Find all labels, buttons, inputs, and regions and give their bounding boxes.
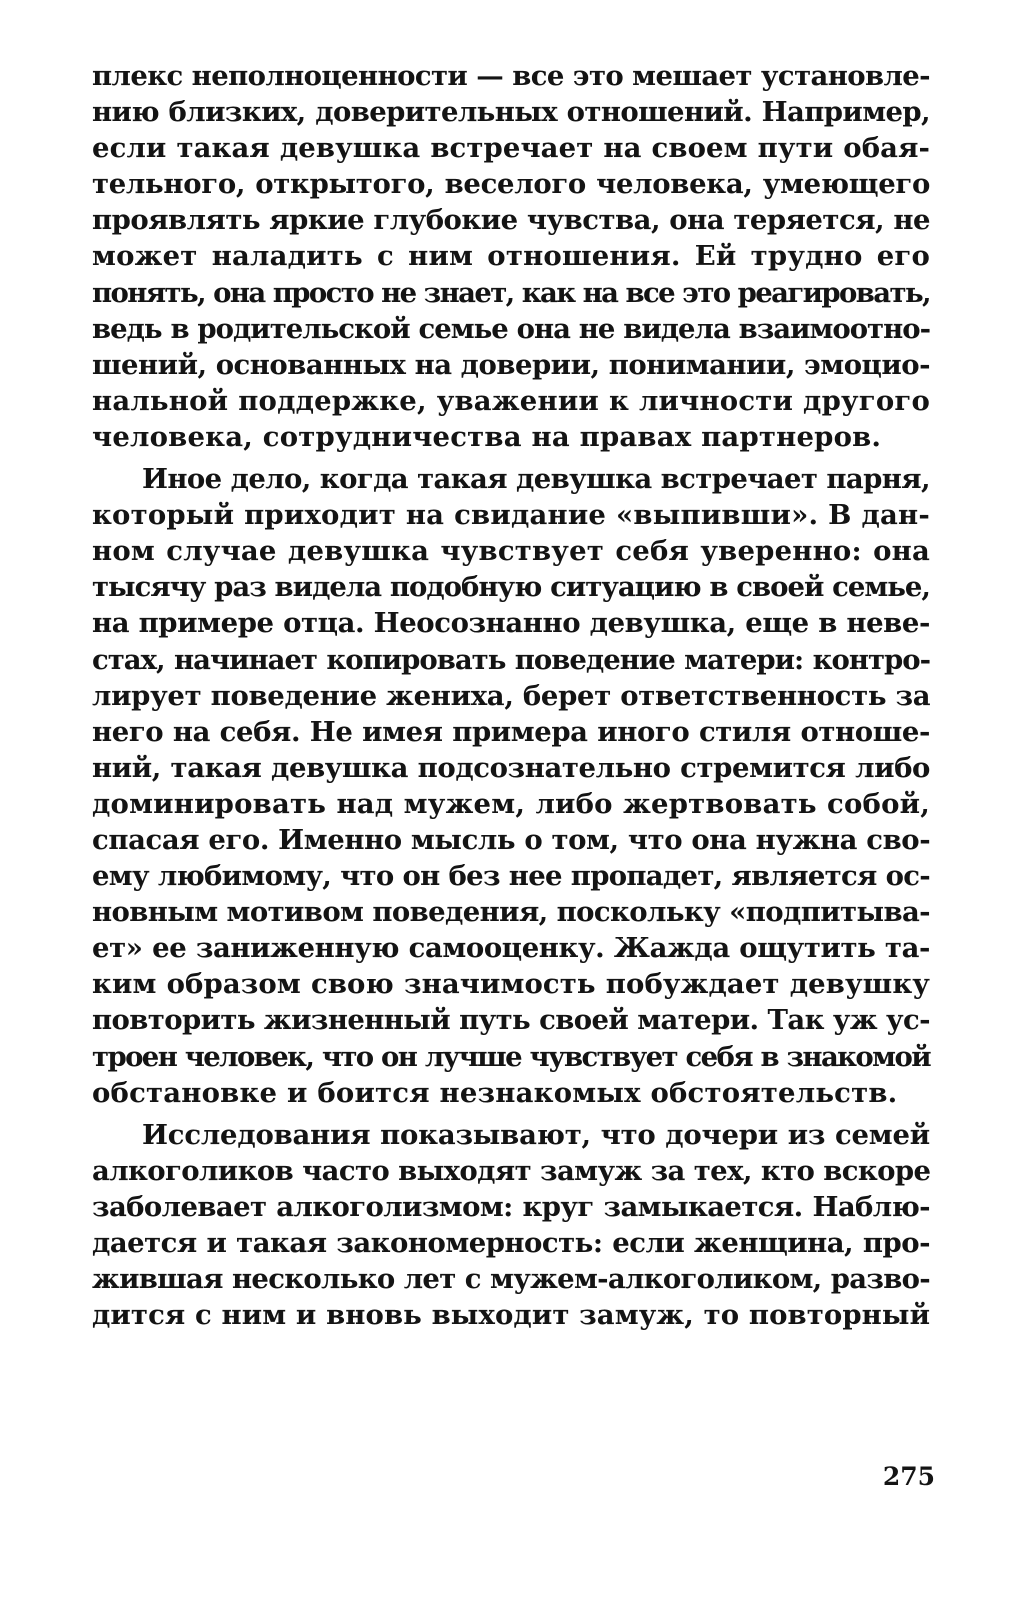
text-line: проявлять яркие глубокие чувства, она теряется, не (92, 204, 930, 237)
text-line: доминировать над мужем, либо жертвовать собой, (92, 787, 930, 820)
text-line: дится с ним и вновь выходит замуж, то повторный (92, 1299, 931, 1332)
text-line: ний, такая девушка подсознательно стремится либо (92, 751, 930, 784)
text-line: повторить жизненный путь своей матери. Так уж ус- (92, 1004, 930, 1037)
text-line: понять, она просто не знает, как на все это реагировать, (92, 276, 930, 309)
text-line: ет» ее заниженную самооценку. Жажда ощутить та- (92, 932, 930, 965)
paragraph-1 (92, 58, 930, 455)
text-line: новным мотивом поведения, поскольку «подпитыва- (92, 896, 930, 929)
text-line: обстановке и боится незнакомых обстоятельств. (92, 1076, 898, 1109)
text-line: него на себя. Не имея примера иного стиля отноше- (92, 715, 930, 748)
text-line: если такая девушка встречает на своем пути обая- (92, 132, 930, 165)
page-number: 275 (882, 1462, 935, 1491)
text-line: ведь в родительской семье она не видела взаимоотно- (92, 312, 930, 345)
text-line: Исследования показывают, что дочери из семей (142, 1118, 930, 1151)
text-line: алкоголиков часто выходят замуж за тех, кто вскоре (92, 1154, 931, 1187)
text-line: шений, основанных на доверии, понимании, эмоцио- (92, 348, 930, 381)
text-line: нию близких, доверительных отношений. Например, (92, 96, 930, 129)
text-line: дается и такая закономерность: если женщина, про- (92, 1227, 930, 1259)
text-line: ким образом свою значимость побуждает девушку (92, 968, 930, 1001)
paragraph-3 (92, 1117, 930, 1334)
paragraph-2 (92, 461, 930, 1111)
text-line: нальной поддержке, уважении к личности другого (92, 384, 930, 417)
text-line: троен человек, что он лучше чувствует себя в знакомой (92, 1040, 930, 1073)
text-line: плекс неполноценности — все это мешает установле- (92, 60, 930, 92)
text-line: который приходит на свидание «выпивши». В дан- (92, 499, 930, 532)
text-line: заболевает алкоголизмом: круг замыкается. Наблю- (92, 1190, 930, 1223)
text-line: лирует поведение жениха, берет ответственность за (92, 679, 931, 712)
text-line: на примере отца. Неосознанно девушка, еще в неве- (92, 607, 930, 640)
text-line: Иное дело, когда такая девушка встречает парня, (142, 463, 930, 496)
text-line: ему любимому, что он без нее пропадет, является ос- (92, 860, 930, 893)
text-line: тысячу раз видела подобную ситуацию в своей семье, (92, 571, 930, 604)
text-line: жившая несколько лет с мужем-алкоголиком, разво- (92, 1263, 930, 1296)
text-line: может наладить с ним отношения. Ей трудно его (92, 240, 930, 273)
text-line: стах, начинает копировать поведение матери: контро- (92, 643, 930, 676)
text-line: спасая его. Именно мысль о том, что она нужна сво- (92, 823, 931, 856)
text-line: тельного, открытого, веселого человека, умеющего (92, 168, 930, 201)
text-line: ном случае девушка чувствует себя уверенно: она (92, 535, 930, 568)
text-line: человека, сотрудничества на правах партнеров. (92, 420, 882, 453)
body-text (92, 58, 930, 1333)
